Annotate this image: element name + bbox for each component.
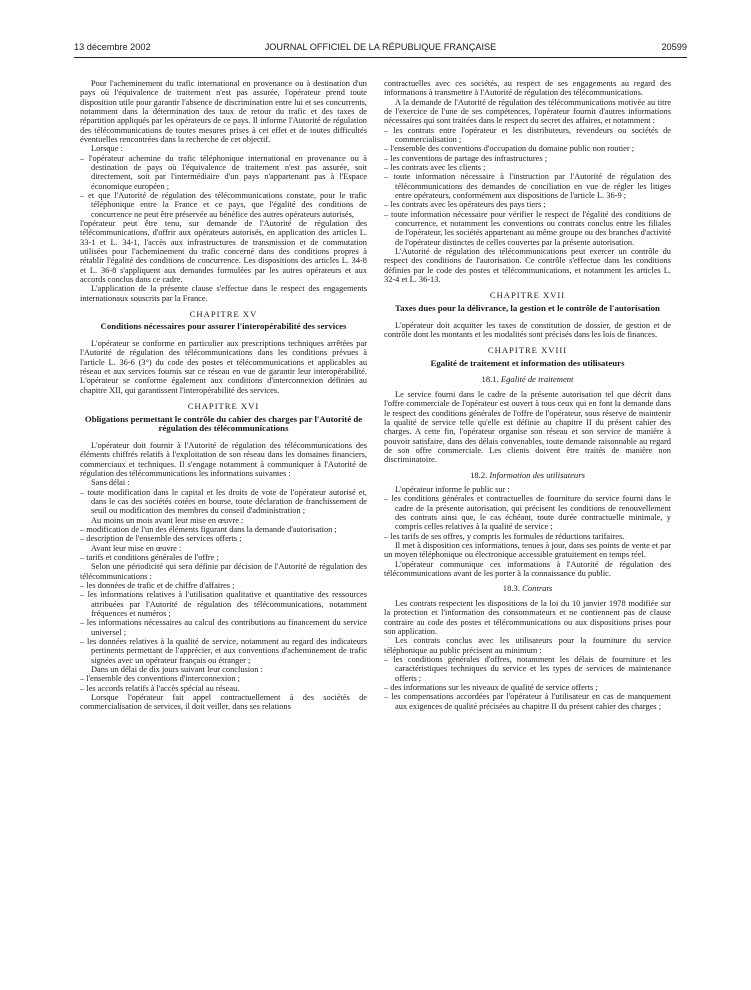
paragraph: Lorsque l'opérateur fait appel contractuellement à des sociétés de commercialisation de services, il doit veiller, dans ses relations [80, 693, 367, 712]
header-date: 13 décembre 2002 [74, 42, 151, 52]
paragraph: Selon une périodicité qui sera définie par décision de l'Autorité de régulation des télécommunications : [80, 562, 367, 581]
dash-item: – les informations nécessaires au calcul des contributions au financement du service universel ; [80, 618, 367, 637]
dash-item: – les conditions générales et contractuelles de fourniture du service fourni dans le cadre de la présente autorisation, qui précisent les conditions de renouvellement des contrats ainsi que, le cas échéant, toute durée contractuelle minimale, y compris celles relatives à la qualité de service ; [384, 494, 671, 532]
dash-item: – l'opérateur achemine du trafic téléphonique international en provenance ou à destination de pays où l'équivalence de traitement n'est pas assurée, soit directement, soit par l'intermédiaire d'un pays n'appartenant pas à l'Espace économique européen ; [80, 153, 367, 191]
dash-item: – l'ensemble des conventions d'interconnexion ; [80, 674, 241, 684]
paragraph: L'opérateur informe le public sur : [395, 485, 510, 495]
dash-item: – les accords relatifs à l'accès spécial au réseau. [80, 683, 240, 693]
paragraph: L'opérateur doit fournir à l'Autorité de régulation des télécommunications des éléments chiffrés relatifs à l'exploitation de son réseau dans les domaines financiers, commerciaux et techniques. Il s'engage notamment à communiquer à l'Autorité de régulation des télécommunications les informations suivantes : [80, 441, 367, 479]
paragraph: L'opérateur communique ces informations à l'Autorité de régulation des télécommunications avant de les porter à la connaissance du public. [384, 559, 671, 579]
dash-item: – les tarifs de ses offres, y compris les formules de réductions tarifaires. [384, 531, 625, 541]
dash-item: – les conventions de partage des infrastructures ; [384, 153, 548, 163]
right-column [384, 79, 671, 711]
paragraph: Les contrats conclus avec les utilisateurs pour la fourniture du service téléphonique au public précisent au minimum : [384, 636, 671, 655]
section-title: Contrats [522, 583, 553, 594]
section-heading [384, 584, 671, 594]
paragraph: L'opérateur doit acquitter les taxes de constitution de dossier, de gestion et de contrôle dont les montants et les modalités sont précisés dans les lois de finances. [384, 320, 671, 339]
paragraph: Dans un délai de dix jours suivant leur conclusion : [91, 665, 263, 675]
paragraph: Les contrats respectent les dispositions de la loi du 10 janvier 1978 modifiée sur la protection et l'information des consommateurs et ne contiennent pas de clause contraire au code des postes et télécommunications ou aux dispositions prises pour son application. [384, 598, 671, 636]
paragraph: L'Autorité de régulation des télécommunications peut exercer un contrôle du respect des conditions de l'autorisation. Ce contrôle s'effectue dans les conditions définies par le code des postes et télécommunications, et notamment les articles L. 32-4 et L. 36-13. [384, 246, 671, 284]
dash-item: – les contrats avec les opérateurs des pays tiers ; [384, 200, 546, 210]
dash-item: – les données de trafic et de chiffre d'affaires ; [80, 581, 235, 591]
section-title: Egalité de traitement [500, 374, 574, 385]
dash-item: – modification de l'un des éléments figurant dans la demande d'autorisation ; [80, 525, 337, 535]
chapter-heading: CHAPITRE XV [189, 308, 258, 319]
header-journal-title: JOURNAL OFFICIEL DE LA RÉPUBLIQUE FRANÇAISE [264, 42, 497, 52]
dash-item: – les contrats entre l'opérateur et les distributeurs, revendeurs ou sociétés de commercialisation ; [384, 125, 671, 144]
dash-item: – toute information nécessaire à l'instruction par l'Autorité de régulation des télécommunications des demandes de conciliation en vue de régler les litiges entre opérateurs, conformément aux dispositions de l'article L. 36-9 ; [384, 172, 671, 200]
section-number: 18.2. [470, 469, 488, 480]
header-page-number: 20599 [661, 42, 687, 52]
chapter-title: Taxes dues pour la délivrance, la gestion et le contrôle de l'autorisation [395, 302, 660, 313]
dash-item: – les informations relatives à l'utilisation qualitative et quantitative des ressources attribuées par l'Autorité de régulation des télécommunications, notamment fréquences et numéros ; [80, 590, 367, 619]
section-heading [384, 471, 671, 481]
paragraph: Sans délai : [91, 478, 130, 488]
dash-item: – toute information nécessaire pour vérifier le respect de l'égalité des conditions de concurrence, et notamment les conventions ou contrats conclus entre les filiales de l'opérateur, les sociétés appartenant au même groupe ou des branches d'activité de l'opérateur distinctes de celles couvertes par la présente autorisation. [384, 209, 671, 247]
dash-item: – des informations sur les niveaux de qualité de service offerts ; [384, 682, 598, 692]
dash-item: – les données relatives à la qualité de service, notamment au regard des indicateurs pertinents permettant de l'apprécier, et aux conventions d'acheminement de trafic signées avec un opérateur français ou étranger ; [80, 637, 367, 665]
paragraph: L'opérateur se conforme en particulier aux prescriptions techniques arrêtées par l'Autorité de régulation des télécommunications dans les conditions prévues à l'article L. 36-6 (3°) du code des postes et télécommunications et applicables au réseau et aux services fournis sur ce réseau en vue de garantir leur interopérabilité. L'opérateur se conforme également aux conditions d'interconnexion définies au chapitre XII, qui garantissent l'interopérabilité des services. [80, 339, 367, 395]
section-heading [384, 375, 671, 385]
dash-item: – description de l'ensemble des services offerts ; [80, 534, 242, 544]
dash-item: – l'ensemble des conventions d'occupation du domaine public non routier ; [384, 144, 635, 154]
dash-item: – les conditions générales d'offres, notamment les délais de fourniture et les caractéristiques techniques du service et les types de services de maintenance offerts ; [384, 654, 671, 683]
dash-item: – les contrats avec les clients ; [384, 162, 486, 172]
paragraph: l'opérateur peut être tenu, sur demande de l'Autorité de régulation des télécommunications, d'offrir aux opérateurs autorisés, en application des articles L. 33-1 et L. 34-1, l'accès aux infrastructures de transmission et de commutation utilisées pour l'acheminement du trafic concerné dans des conditions propres à rétablir l'égalité des conditions de concurrence. Les dispositions des articles L. 34-8 et L. 36-8 s'appliquent aux demandes formulées par les autres opérateurs et aux accords conclus dans ce cadre. [80, 218, 367, 284]
section-number: 18.1. [481, 374, 499, 385]
dash-item: – toute modification dans le capital et les droits de vote de l'opérateur autorisé et, dans le cas des sociétés cotées en bourse, toute déclaration de franchissement de seuil ou modification des membres du conseil d'administration ; [80, 487, 367, 516]
paragraph: Lorsque : [91, 144, 123, 154]
paragraph: contractuelles avec ces sociétés, au respect de ses engagements au regard des informations à transmettre à l'Autorité de régulation des télécommunications. [384, 79, 671, 98]
section-number: 18.3. [502, 583, 520, 594]
paragraph: Avant leur mise en œuvre : [91, 543, 182, 553]
chapter-heading: CHAPITRE XVIII [487, 345, 568, 356]
paragraph: Le service fourni dans le cadre de la présente autorisation tel que décrit dans l'offre commerciale de l'opérateur est ouvert à tous ceux qui en font la demande dans le respect des conditions générales de l'offre de l'opérateur, sous réserve de maintenir la qualité de service telle qu'elle est définie au chapitre II du présent cahier des charges. A cette fin, l'opérateur organise son réseau et son service de manière à pouvoir satisfaire, dans des délais convenables, toute demande raisonnable au regard de son offre commerciale. Les clients doivent être traités de manière non discriminatoire. [384, 389, 671, 465]
paragraph: Il met à disposition ces informations, tenues à jour, dans ses points de vente et par un moyen téléphonique ou électronique accessible gratuitement en temps réel. [384, 541, 671, 560]
chapter-title: Egalité de traitement et information des utilisateurs [430, 357, 625, 368]
paragraph: L'application de la présente clause s'effectue dans le respect des engagements internationaux souscrits par la France. [80, 284, 367, 303]
dash-item: – tarifs et conditions générales de l'offre ; [80, 553, 219, 563]
header-rule [74, 57, 687, 58]
chapter-heading: CHAPITRE XVII [489, 290, 566, 301]
paragraph: Au moins un mois avant leur mise en œuvre : [91, 515, 244, 525]
left-column [80, 79, 367, 712]
chapter-title: Conditions nécessaires pour assurer l'interopérabilité des services [100, 321, 347, 332]
chapter-heading: CHAPITRE XVI [187, 401, 260, 412]
section-title: Information des utilisateurs [489, 469, 585, 480]
dash-item: – les compensations accordées par l'opérateur à l'utilisateur en cas de manquement aux exigences de qualité précisées au chapitre II du présent cahier des charges ; [384, 692, 671, 711]
chapter-title: Obligations permettant le contrôle du cahier des charges par l'Autorité de régulation des télécommunications [84, 413, 363, 434]
paragraph: Pour l'acheminement du trafic international en provenance ou à destination d'un pays où l'équivalence de traitement n'est pas assurée, l'opérateur prend toute disposition utile pour garantir l'absence de discrimination entre lui et ses concurrents, notamment dans la détermination des taux de retour du trafic et des taxes de répartition appliqués par les opérateurs de ce pays. Il informe l'Autorité de régulation des télécommunications de toutes mesures prises à cet effet et de toutes difficultés éventuelles rencontrées dans la recherche de cet objectif. [80, 79, 367, 144]
paragraph: A la demande de l'Autorité de régulation des télécommunications motivée au titre de l'exercice de l'une de ses compétences, l'opérateur fournit d'autres informations nécessaires qui sont traitées dans le respect du secret des affaires, et notamment : [384, 97, 671, 126]
dash-item: – et que l'Autorité de régulation des télécommunications constate, pour le trafic téléphonique entre la France et ce pays, que l'égalité des conditions de concurrence ne peut être préservée au bénéfice des autres opérateurs autorisés, [80, 190, 367, 219]
page-header [74, 42, 687, 56]
